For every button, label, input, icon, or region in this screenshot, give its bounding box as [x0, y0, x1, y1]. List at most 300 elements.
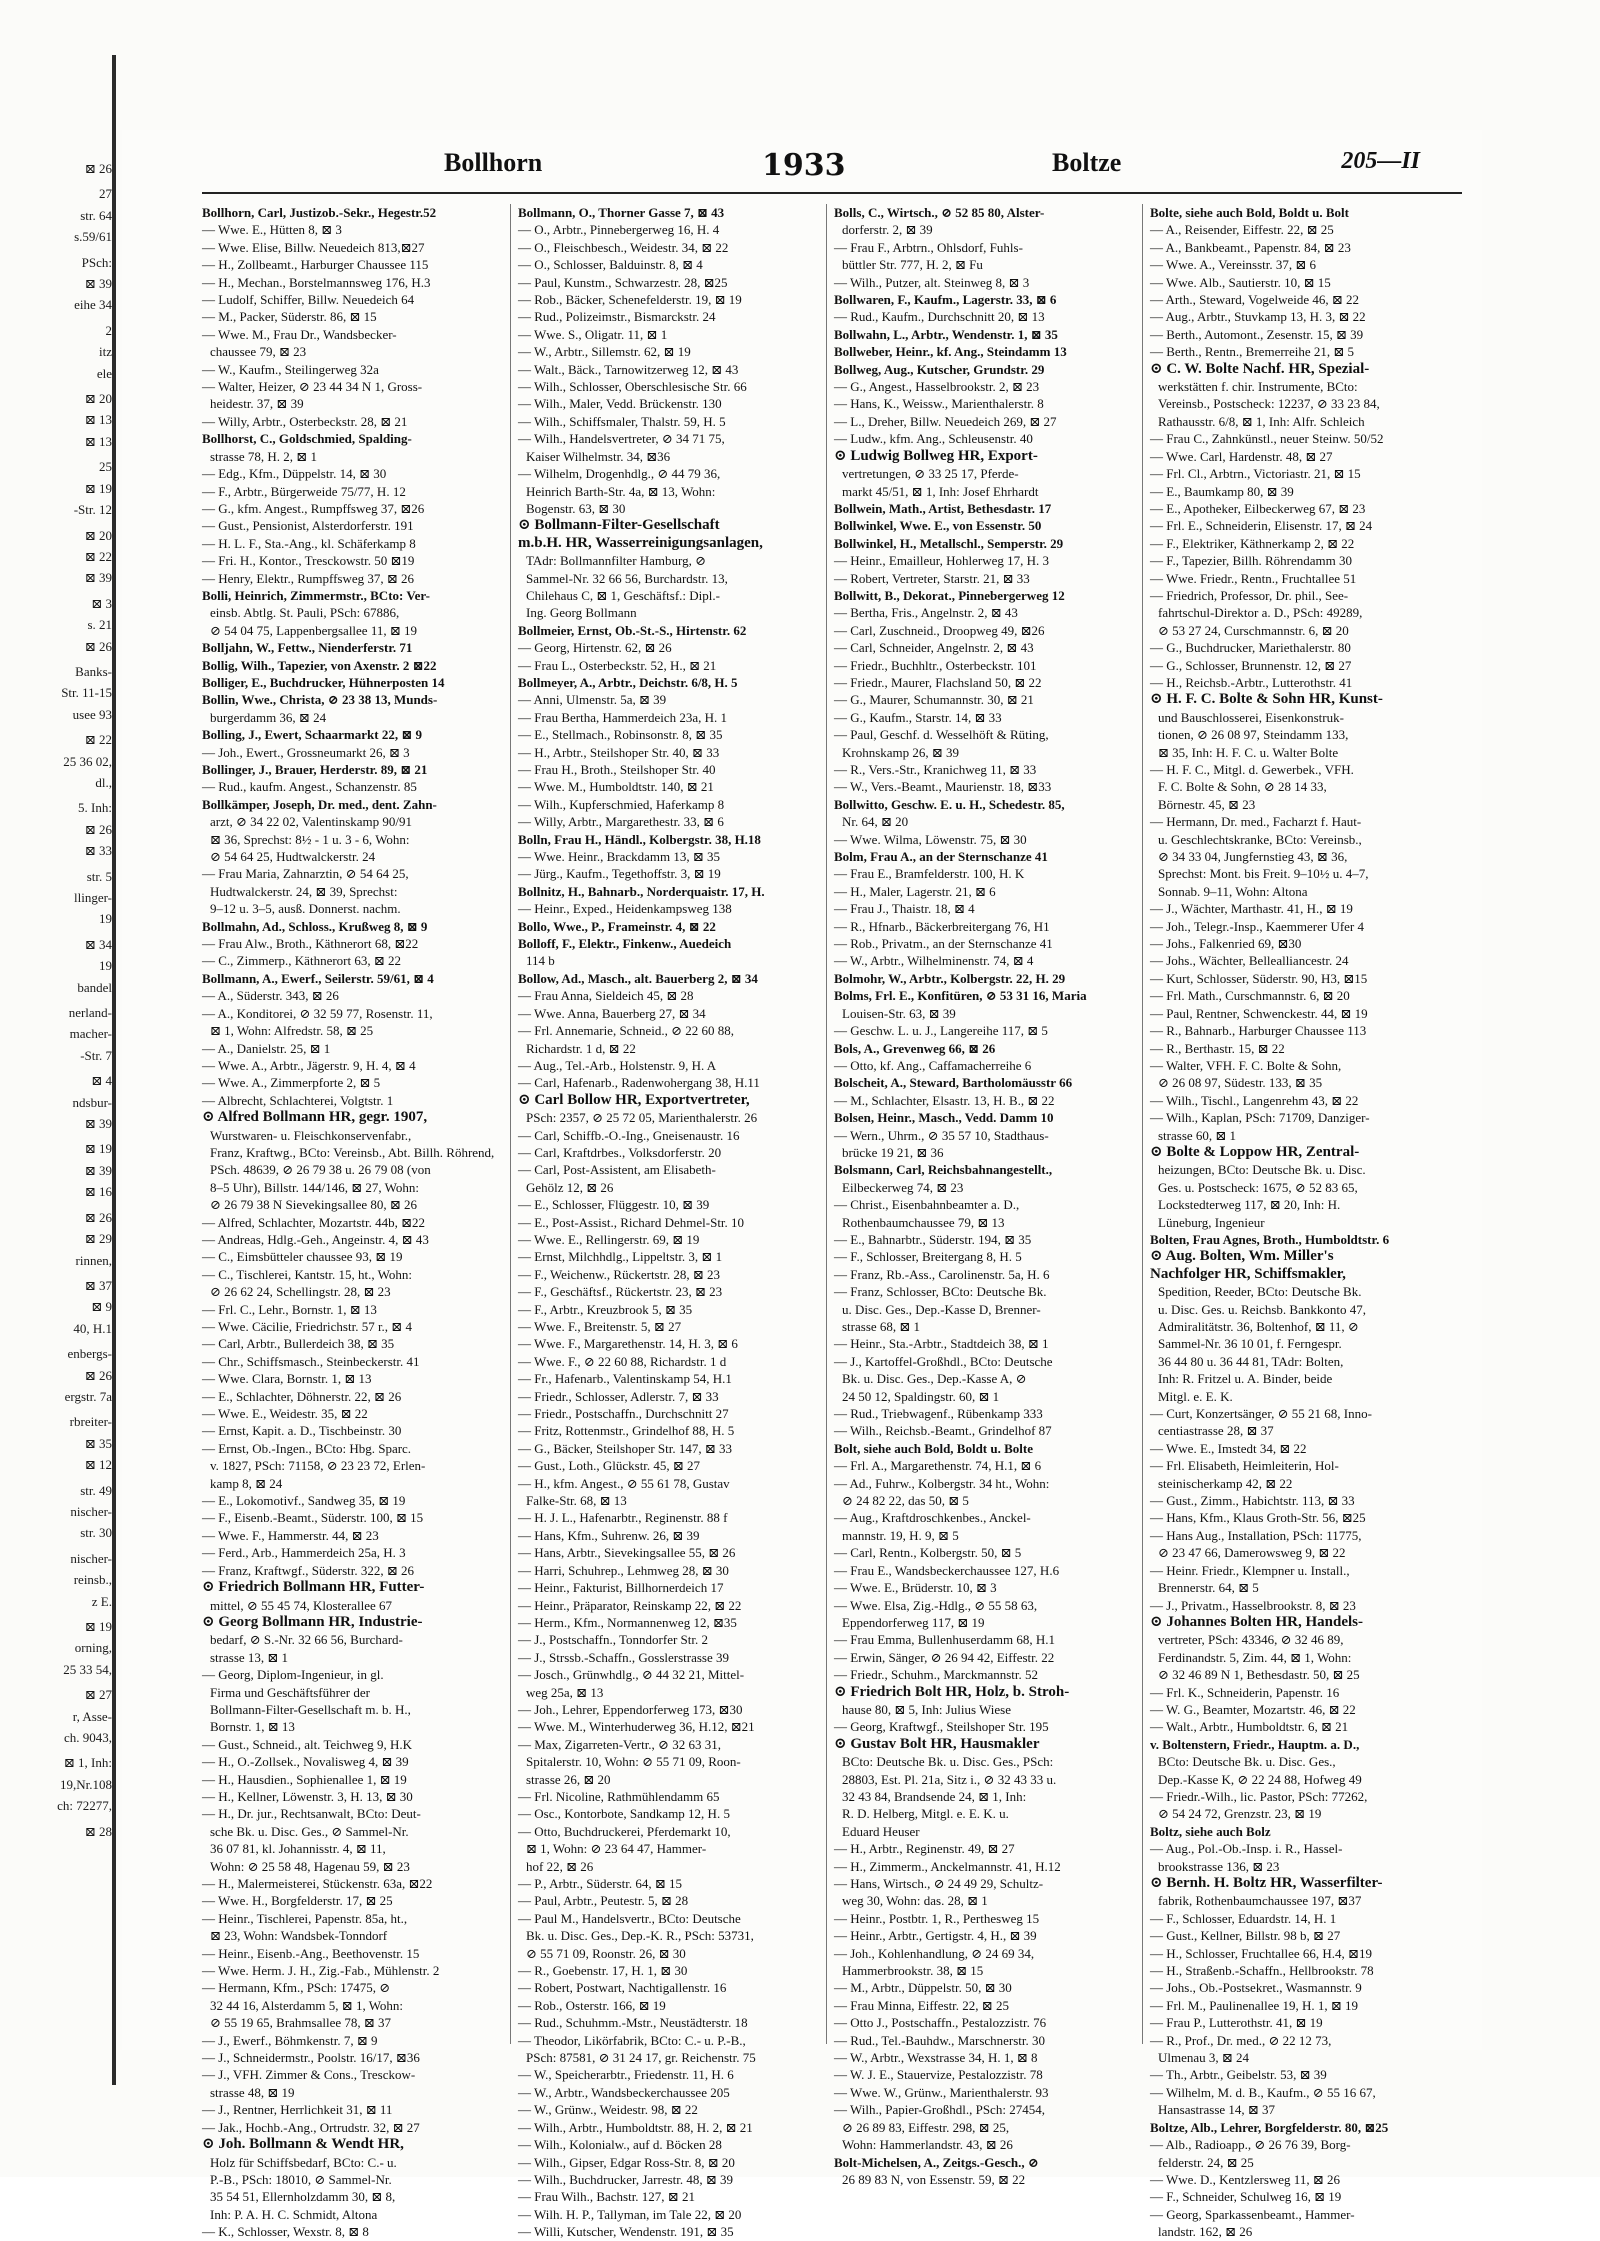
- directory-entry-line: Hammerbrookstr. 38, ⊠ 15: [842, 1963, 984, 1979]
- directory-entry-head: Bollwahn, L., Arbtr., Wendenstr. 1, ⊠ 35: [834, 326, 1058, 342]
- directory-entry-line: — R., Hfnarb., Bäckerbreitergang 76, H1: [834, 918, 1050, 934]
- directory-entry-line: vertreter, PSch: 43346, ⊘ 32 46 89,: [1158, 1632, 1344, 1648]
- directory-entry-line: — Carl, Arbtr., Bullerdeich 38, ⊠ 35: [202, 1336, 395, 1352]
- margin-fragment: s. 21: [87, 617, 112, 633]
- directory-entry-line: — Andreas, Hdlg.-Geh., Angeinstr. 4, ⊠ 43: [202, 1231, 429, 1247]
- directory-ad-line: ⊙ Friedrich Bollmann HR, Futter-: [202, 1579, 425, 1596]
- directory-entry-line: — Carl, Hafenarb., Radenwohergang 38, H.11: [518, 1075, 760, 1091]
- directory-entry-line: — Frau H., Broth., Steilshoper Str. 40: [518, 762, 716, 777]
- directory-entry-line: — Wwe. S., Oligatr. 11, ⊠ 1: [518, 326, 668, 342]
- directory-entry-line: — E., Stellmach., Robinsonstr. 8, ⊠ 35: [518, 727, 723, 743]
- directory-entry-line: — Frau Wilh., Bachstr. 127, ⊠ 21: [518, 2189, 695, 2205]
- margin-fragment: rinnen,: [75, 1252, 112, 1268]
- directory-entry-line: Dep.-Kasse K, ⊘ 22 24 88, Hofweg 49: [1158, 1771, 1362, 1787]
- directory-entry-line: — O., Arbtr., Pinnebergerweg 16, H. 4: [518, 222, 720, 238]
- directory-entry-head: Bols, A., Grevenweg 66, ⊠ 26: [834, 1040, 996, 1056]
- directory-ad-line: ⊙ Ludwig Bollweg HR, Export-: [834, 447, 1038, 464]
- directory-entry-line: Wohn: ⊘ 25 58 48, Hagenau 59, ⊠ 23: [210, 1858, 410, 1874]
- directory-entry-line: ⊘ 54 24 72, Grenzstr. 23, ⊠ 19: [1158, 1806, 1322, 1822]
- margin-fragment: ⊠ 39: [84, 276, 112, 292]
- margin-fragment: ⊠ 39: [84, 1162, 112, 1178]
- directory-entry-line: ⊠ 1, Wohn: ⊘ 23 64 47, Hammer-: [526, 1841, 707, 1857]
- directory-entry-line: — Heinr., Präparator, Reinskamp 22, ⊠ 22: [518, 1597, 742, 1613]
- directory-entry-line: — P., Arbtr., Süderstr. 64, ⊠ 15: [518, 1876, 683, 1891]
- directory-entry-line: — Chr., Schiffsmasch., Steinbeckerstr. 41: [202, 1353, 420, 1369]
- margin-fragment: ⊠ 28: [84, 1823, 112, 1839]
- directory-entry-head: Bolt-Michelsen, A., Zeitgs.-Gesch., ⊘: [834, 2154, 1039, 2170]
- directory-entry-head: Bolling, J., Ewert, Schaarmarkt 22, ⊠ 9: [202, 727, 422, 743]
- directory-entry-line: — Fritz, Rottenmstr., Grindelhof 88, H. 5: [518, 1423, 735, 1439]
- directory-ad-line: ⊙ C. W. Bolte Nachf. HR, Spezial-: [1150, 360, 1370, 377]
- directory-entry-line: Krohnskamp 26, ⊠ 39: [842, 744, 960, 760]
- directory-entry-line: — Hans, Wirtsch., ⊘ 24 49 29, Schultz-: [834, 1876, 1044, 1891]
- directory-entry-line: — Osc., Kontorbote, Sandkamp 12, H. 5: [518, 1806, 730, 1822]
- directory-entry-line: strasse 13, ⊠ 1: [210, 1649, 289, 1665]
- directory-ad-line: ⊙ Georg Bollmann HR, Industrie-: [202, 1613, 423, 1630]
- directory-entry-line: — Heinr., Postbtr. 1, R., Perthesweg 15: [834, 1910, 1040, 1926]
- directory-entry-line: heizungen, BCto: Deutsche Bk. u. Disc.: [1158, 1162, 1366, 1178]
- directory-entry-line: — Frl. K., Schneiderin, Papenstr. 16: [1150, 1684, 1340, 1700]
- directory-entry-line: — Frau F., Arbtrn., Ohlsdorf, Fuhls-: [834, 239, 1023, 255]
- margin-fragment: ele: [96, 365, 112, 381]
- directory-entry-line: — W. J. E., Stauervize, Pestalozzistr. 78: [834, 2067, 1043, 2083]
- directory-entry-head: Bolljahn, W., Fettw., Nienderferstr. 71: [202, 640, 413, 656]
- directory-entry-line: — Frl. Cl., Arbtrn., Victoriastr. 21, ⊠ 15: [1150, 466, 1361, 482]
- directory-entry-line: — G., Kaufm., Starstr. 14, ⊠ 33: [834, 709, 1002, 725]
- margin-fragment: 25: [99, 459, 112, 475]
- directory-entry-line: — Heinr., Exped., Heidenkampsweg 138: [518, 901, 732, 917]
- directory-entry-line: — F., Elektriker, Käthnerkamp 2, ⊠ 22: [1150, 535, 1355, 551]
- margin-fragment: s.59/61: [74, 229, 112, 245]
- directory-entry-line: — J., Privatm., Hasselbrookstr. 8, ⊠ 23: [1150, 1597, 1356, 1613]
- margin-fragment: itz: [99, 344, 112, 360]
- directory-entry-line: weg 25a, ⊠ 13: [526, 1684, 604, 1700]
- directory-entry-line: — Heinr., Sta.-Arbtr., Stadtdeich 38, ⊠ 1: [834, 1336, 1049, 1352]
- directory-entry-line: — Robert, Postwart, Nachtigallenstr. 16: [518, 1980, 727, 1996]
- directory-entry-line: ⊘ 26 62 24, Schellingstr. 28, ⊠ 23: [210, 1284, 391, 1300]
- directory-entry-line: — Friedr.-Wilh., lic. Pastor, PSch: 77262,: [1150, 1788, 1368, 1804]
- directory-entry-line: — Friedr., Buchhltr., Osterbeckstr. 101: [834, 657, 1037, 673]
- directory-entry-line: Brennerstr. 64, ⊠ 5: [1158, 1580, 1259, 1596]
- directory-entry-line: — H. F. C., Mitgl. d. Gewerbek., VFH.: [1150, 762, 1354, 777]
- directory-entry-head: Bolmohr, W., Arbtr., Kolbergstr. 22, H. 29: [834, 970, 1066, 986]
- directory-entry-line: — Wwe. Heinr., Brackdamm 13, ⊠ 35: [518, 849, 721, 865]
- directory-entry-line: — Fri. H., Kontor., Tresckowstr. 50 ⊠19: [202, 553, 415, 569]
- directory-entry-line: — W. G., Beamter, Mozartstr. 46, ⊠ 22: [1150, 1701, 1356, 1717]
- directory-entry-line: — W., Grünw., Weidestr. 98, ⊠ 22: [518, 2102, 698, 2118]
- directory-entry-line: — Wern., Uhrm., ⊘ 35 57 10, Stadthaus-: [834, 1127, 1049, 1143]
- directory-entry-line: Bornstr. 1, ⊠ 13: [210, 1719, 295, 1735]
- margin-fragment: ch: 72277,: [57, 1798, 112, 1814]
- directory-entry-line: — W., Arbtr., Sillemstr. 62, ⊠ 19: [518, 344, 691, 360]
- directory-entry-line: ⊘ 54 64 25, Hudtwalckerstr. 24: [210, 849, 376, 865]
- margin-fragment: ⊠ 35: [84, 1435, 112, 1451]
- directory-entry-line: — J., Postschaffn., Tonndorfer Str. 2: [518, 1632, 708, 1648]
- margin-fragment: ⊠ 12: [84, 1457, 112, 1473]
- margin-fragment: r, Asse-: [72, 1708, 112, 1724]
- margin-fragment: ndsbur-: [72, 1094, 112, 1110]
- directory-entry-line: — Frau C., Zahnkünstl., neuer Steinw. 50/52: [1150, 431, 1384, 447]
- directory-column-4: [1150, 204, 1450, 2240]
- page-number: 205—II: [1341, 148, 1420, 174]
- directory-entry-line: — Ludolf, Schiffer, Billw. Neuedeich 64: [202, 292, 415, 308]
- directory-entry-line: — F., Schlosser, Breitergang 8, H. 5: [834, 1249, 1022, 1265]
- directory-entry-line: — Franz, Schlosser, BCto: Deutsche Bk.: [834, 1284, 1047, 1300]
- margin-fragment: ⊠ 26: [84, 1367, 112, 1383]
- directory-entry-line: — Wwe. Cäcilie, Friedrichstr. 57 r., ⊠ 4: [202, 1319, 412, 1334]
- directory-entry-line: — Frl. M., Paulinenallee 19, H. 1, ⊠ 19: [1150, 1997, 1359, 2013]
- margin-fragment: nerland-: [68, 1005, 112, 1021]
- directory-ad-line: Nachfolger HR, Schiffsmakler,: [1150, 1265, 1346, 1282]
- directory-entry-line: — Gust., Loth., Glückstr. 45, ⊠ 27: [518, 1458, 701, 1474]
- directory-ad-line: ⊙ Carl Bollow HR, Exportvertreter,: [518, 1091, 750, 1108]
- directory-entry-head: Bollow, Ad., Masch., alt. Bauerberg 2, ⊠ 34: [518, 970, 758, 986]
- directory-entry-line: — Wilh., Schlosser, Oberschlesische Str. 66: [518, 379, 747, 395]
- directory-entry-head: Bolm, Frau A., an der Sternschanze 41: [834, 849, 1048, 865]
- directory-entry-line: — Frl. A., Margarethenstr. 74, H.1, ⊠ 6: [834, 1458, 1042, 1474]
- directory-entry-line: — G., Maurer, Schumannstr. 30, ⊠ 21: [834, 692, 1034, 708]
- directory-entry-line: ⊘ 34 33 04, Jungfernstieg 43, ⊠ 36,: [1158, 849, 1348, 865]
- directory-entry-line: strasse 68, ⊠ 1: [842, 1319, 921, 1334]
- directory-entry-line: Ferdinandstr. 5, Zim. 44, ⊠ 1, Wohn:: [1158, 1649, 1352, 1665]
- directory-entry-line: Falke-Str. 68, ⊠ 13: [526, 1493, 627, 1509]
- directory-entry-line: — J., Strssb.-Schaffn., Gosslerstrasse 39: [518, 1649, 729, 1665]
- directory-entry-line: — W., Arbtr., Wandsbeckerchaussee 205: [518, 2084, 730, 2100]
- directory-entry-line: — Frau L., Osterbeckstr. 52, H., ⊠ 21: [518, 657, 717, 673]
- margin-fragment: ⊠ 16: [84, 1184, 112, 1200]
- directory-entry-line: — Frau Maria, Zahnarztin, ⊘ 54 64 25,: [202, 866, 409, 882]
- directory-entry-line: — Rud., Polizeimstr., Bismarckstr. 24: [518, 309, 716, 325]
- margin-fragment: ⊠ 3: [91, 595, 112, 611]
- column-divider: [826, 204, 827, 2044]
- directory-entry-line: — Friedr., Schuhm., Marckmannstr. 52: [834, 1667, 1039, 1683]
- directory-entry-line: — Frau Emma, Bullenhuserdamm 68, H.1: [834, 1632, 1055, 1648]
- directory-entry-head: Bolt, siehe auch Bold, Boldt u. Bolte: [834, 1440, 1033, 1456]
- directory-entry-line: — H., Malermeisterei, Stückenstr. 63a, ⊠22: [202, 1876, 433, 1891]
- directory-entry-line: — F., Arbtr., Bürgerweide 75/77, H. 12: [202, 483, 406, 499]
- directory-entry-line: — Frau E., Bramfelderstr. 100, H. K: [834, 866, 1025, 882]
- directory-entry-line: brookstrasse 136, ⊠ 23: [1158, 1858, 1280, 1874]
- margin-fragment: str. 30: [80, 1525, 112, 1541]
- directory-entry-line: — E., Apotheker, Eilbeckerweg 67, ⊠ 23: [1150, 500, 1366, 516]
- column-divider: [510, 204, 511, 2044]
- directory-page: [122, 130, 1482, 2240]
- directory-entry-line: — Arth., Steward, Vogelweide 46, ⊠ 22: [1150, 292, 1360, 308]
- directory-entry-line: — Henry, Elektr., Rumpffsweg 37, ⊠ 26: [202, 570, 415, 586]
- directory-entry-line: — G., Schlosser, Brunnenstr. 12, ⊠ 27: [1150, 657, 1352, 673]
- directory-entry-line: — Wwe. Anna, Bauerberg 27, ⊠ 34: [518, 1005, 706, 1021]
- directory-entry-line: — G., kfm. Angest., Rumpffsweg 37, ⊠26: [202, 500, 425, 516]
- margin-fragment: str. 49: [80, 1482, 112, 1498]
- directory-entry-line: ⊘ 26 08 97, Südestr. 133, ⊠ 35: [1158, 1075, 1323, 1091]
- directory-entry-line: — Carl, Schneider, Angelnstr. 2, ⊠ 43: [834, 640, 1034, 656]
- margin-fragment: PSch:: [81, 254, 112, 270]
- directory-entry-line: — Hans, K., Weissw., Marienthalerstr. 8: [834, 396, 1044, 412]
- directory-entry-line: Ing. Georg Bollmann: [526, 605, 637, 621]
- directory-entry-line: — Hans Aug., Installation, PSch: 11775,: [1150, 1527, 1362, 1543]
- directory-entry-line: Heinrich Barth-Str. 4a, ⊠ 13, Wohn:: [526, 483, 716, 499]
- directory-entry-head: Bollhorn, Carl, Justizob.-Sekr., Hegestr.52: [202, 205, 437, 220]
- directory-entry-line: — Frau P., Lutterothstr. 41, ⊠ 19: [1150, 2015, 1323, 2031]
- directory-entry-line: — Frl. C., Lehr., Bornstr. 1, ⊠ 13: [202, 1301, 377, 1317]
- directory-entry-line: P.-B., PSch: 18010, ⊘ Sammel-Nr.: [210, 2171, 392, 2187]
- directory-entry-line: centiastrasse 28, ⊠ 37: [1158, 1423, 1274, 1439]
- directory-entry-line: und Bauschlosserei, Eisenkonstruk-: [1158, 709, 1344, 725]
- directory-entry-line: — Friedr., Maurer, Flachsland 50, ⊠ 22: [834, 674, 1042, 690]
- directory-entry-line: — Berth., Rentn., Bremerreihe 21, ⊠ 5: [1150, 344, 1355, 360]
- directory-entry-line: — Otto J., Postschaffn., Pestalozzistr. 76: [834, 2015, 1047, 2031]
- directory-entry-line: — Wilhelm, M. d. B., Kaufm., ⊘ 55 16 67,: [1150, 2084, 1376, 2100]
- directory-entry-line: — J., Kartoffel-Großhdl., BCto: Deutsche: [834, 1353, 1053, 1369]
- directory-ad-line: ⊙ Bernh. H. Boltz HR, Wasserfilter-: [1150, 1875, 1383, 1891]
- directory-entry-line: — A., Konditorei, ⊘ 32 59 77, Rosenstr. 11,: [202, 1005, 433, 1021]
- directory-entry-line: Spitalerstr. 10, Wohn: ⊘ 55 71 09, Roon-: [526, 1754, 741, 1770]
- directory-entry-line: — F., Schlosser, Eduardstr. 14, H. 1: [1150, 1910, 1337, 1926]
- directory-entry-head: Bolscheit, A., Steward, Bartholomäusstr 66: [834, 1075, 1073, 1091]
- directory-entry-line: — Th., Arbtr., Geibelstr. 53, ⊠ 39: [1150, 2067, 1327, 2083]
- margin-fragment: 2: [105, 322, 112, 338]
- directory-entry-head: Bolsmann, Carl, Reichsbahnangestellt.,: [834, 1162, 1053, 1178]
- directory-entry-line: ⊠ 23, Wohn: Wandsbek-Tonndorf: [210, 1928, 388, 1944]
- directory-entry-line: felderstr. 24, ⊠ 25: [1158, 2154, 1254, 2170]
- directory-entry-line: Sprechst: Mont. bis Freit. 9–10½ u. 4–7,: [1158, 866, 1369, 882]
- directory-entry-line: — Otto, Buchdruckerei, Pferdemarkt 10,: [518, 1823, 731, 1839]
- directory-entry-line: — Wwe. E., Rellingerstr. 69, ⊠ 19: [518, 1231, 700, 1247]
- directory-entry-line: — Johs., Falkenried 69, ⊠30: [1150, 936, 1302, 952]
- directory-entry-head: Bollwitto, Geschw. E. u. H., Schedestr. 85,: [834, 796, 1065, 812]
- directory-entry-line: — Friedr., Postschaffn., Durchschnitt 27: [518, 1406, 729, 1422]
- directory-entry-line: — Walt., Bäck., Tarnowitzerweg 12, ⊠ 43: [518, 361, 739, 377]
- directory-ad-line: ⊙ Joh. Bollmann & Wendt HR,: [202, 2136, 404, 2153]
- header-last-entry: Boltze: [1052, 148, 1122, 177]
- directory-entry-line: Wohn: Hammerlandstr. 43, ⊠ 26: [842, 2137, 1013, 2153]
- directory-entry-line: — Carl, Schiffb.-O.-Ing., Gneisenaustr. 16: [518, 1127, 740, 1143]
- directory-entry-line: — Ernst, Kapit. a. D., Tischbeinstr. 30: [202, 1423, 402, 1439]
- directory-entry-line: — W., Arbtr., Wilhelminenstr. 74, ⊠ 4: [834, 953, 1034, 969]
- directory-entry-line: 9–12 u. 3–5, ausß. Donnerst. nachm.: [210, 901, 401, 917]
- directory-entry-line: weg 30, Wohn: das. 28, ⊠ 1: [842, 1893, 988, 1909]
- directory-entry-line: — Aug., Tel.-Arb., Holstenstr. 9, H. A: [518, 1057, 717, 1073]
- directory-entry-line: — Wilh., Tischl., Langenrehm 43, ⊠ 22: [1150, 1092, 1359, 1108]
- directory-entry-line: Spedition, Reeder, BCto: Deutsche Bk.: [1158, 1284, 1362, 1300]
- directory-entry-head: Bollwein, Math., Artist, Bethesdastr. 17: [834, 500, 1052, 516]
- directory-entry-line: — Wilh., Kupferschmied, Haferkamp 8: [518, 796, 725, 812]
- margin-fragment: ⊠ 13: [84, 433, 112, 449]
- directory-ad-line: ⊙ Aug. Bolten, Wm. Miller's: [1150, 1248, 1334, 1265]
- margin-fragment: 25 36 02,: [63, 753, 112, 769]
- directory-entry-line: — Wwe. E., Weidestr. 35, ⊠ 22: [202, 1406, 368, 1422]
- directory-entry-head: Boltz, siehe auch Bolz: [1150, 1823, 1271, 1839]
- directory-entry-line: 26 89 83 N, von Essenstr. 59, ⊠ 22: [842, 2171, 1026, 2187]
- directory-entry-line: — Walt., Arbtr., Humboldtstr. 6, ⊠ 21: [1150, 1719, 1349, 1735]
- directory-entry-head: Bolsen, Heinr., Masch., Vedd. Damm 10: [834, 1110, 1054, 1126]
- directory-entry-line: 28803, Est. Pl. 21a, Sitz i., ⊘ 32 43 33 u.: [842, 1771, 1057, 1787]
- directory-entry-head: Bollmann, O., Thorner Gasse 7, ⊠ 43: [518, 205, 725, 220]
- directory-entry-head: Bollwinkel, H., Metallschl., Semperstr. 29: [834, 535, 1064, 551]
- directory-entry-line: — E., Bahnarbtr., Süderstr. 194, ⊠ 35: [834, 1231, 1032, 1247]
- directory-entry-line: — M., Packer, Süderstr. 86, ⊠ 15: [202, 309, 377, 325]
- directory-entry-line: — Hermann, Dr. med., Facharzt f. Haut-: [1150, 814, 1362, 830]
- directory-entry-line: Vereinsb., Postscheck: 12237, ⊘ 33 23 84,: [1158, 396, 1380, 412]
- directory-entry-line: — E., Baumkamp 80, ⊠ 39: [1150, 483, 1294, 499]
- directory-entry-line: — Wilh., Reichsb.-Beamt., Grindelhof 87: [834, 1423, 1052, 1439]
- directory-entry-head: Bolms, Frl. E., Konfitüren, ⊘ 53 31 16, Maria: [834, 988, 1087, 1004]
- directory-entry-line: — Wwe. W., Grünw., Marienthalerstr. 93: [834, 2084, 1049, 2100]
- directory-entry-line: büttler Str. 777, H. 2, ⊠ Fu: [842, 257, 983, 273]
- directory-column-2: [518, 204, 818, 2240]
- directory-entry-line: — Carl, Kraftdrbes., Volksdorferstr. 20: [518, 1144, 722, 1160]
- directory-entry-line: mittel, ⊘ 55 45 74, Klosterallee 67: [210, 1597, 393, 1613]
- directory-entry-line: — Wwe. M., Winterhuderweg 36, H.12, ⊠21: [518, 1719, 755, 1735]
- margin-fragment: 25 33 54,: [63, 1661, 112, 1677]
- directory-entry-line: — H. L. F., Sta.-Ang., kl. Schäferkamp 8: [202, 535, 416, 551]
- margin-fragment: -Str. 7: [80, 1047, 112, 1063]
- directory-entry-line: Mitgl. e. E. K.: [1158, 1388, 1233, 1404]
- directory-entry-line: — Friedrich, Professor, Dr. phil., See-: [1150, 587, 1349, 603]
- directory-entry-line: — Heinr., Tischlerei, Papenstr. 85a, ht.,: [202, 1910, 408, 1926]
- directory-entry-line: — Wilh., Schiffsmaler, Thalstr. 59, H. 5: [518, 413, 726, 429]
- directory-entry-line: Richardstr. 1 d, ⊠ 22: [526, 1040, 636, 1056]
- directory-entry-line: — M., Schlachter, Elsastr. 13, H. B., ⊠ 22: [834, 1092, 1055, 1108]
- directory-entry-line: — Frl. Nicoline, Rathmühlendamm 65: [518, 1788, 720, 1804]
- directory-entry-line: — F., Eisenb.-Beamt., Süderstr. 100, ⊠ 15: [202, 1510, 424, 1526]
- directory-entry-line: Hudtwalckerstr. 24, ⊠ 39, Sprechst:: [210, 883, 398, 899]
- directory-entry-line: — Josch., Grünwhdlg., ⊘ 44 32 21, Mittel-: [518, 1667, 745, 1683]
- directory-entry-line: — Rud., Triebwagenf., Rübenkamp 333: [834, 1406, 1043, 1422]
- margin-fragment: Banks-: [75, 663, 112, 679]
- margin-fragment: ⊠ 19: [84, 1619, 112, 1634]
- directory-column-3: [834, 204, 1134, 2187]
- directory-entry-line: — Gust., Zimm., Habichtstr. 113, ⊠ 33: [1150, 1493, 1355, 1509]
- directory-entry-line: — Ludw., kfm. Ang., Schleusenstr. 40: [834, 431, 1033, 447]
- margin-fragment: ⊠ 26: [84, 638, 112, 654]
- directory-entry-line: Sammel-Nr. 36 10 01, f. Ferngespr.: [1158, 1336, 1342, 1352]
- directory-entry-line: PSch: 87581, ⊘ 31 24 17, gr. Reichenstr. 75: [526, 2050, 756, 2066]
- column-divider: [1142, 204, 1143, 2044]
- margin-fragment: ch. 9043,: [63, 1730, 112, 1746]
- directory-entry-line: Ulmenau 3, ⊠ 24: [1158, 2050, 1250, 2066]
- directory-entry-line: ⊘ 55 19 65, Brahmsallee 78, ⊠ 37: [210, 2015, 392, 2031]
- directory-entry-line: Ges. u. Postscheck: 1675, ⊘ 52 83 65,: [1158, 1179, 1358, 1195]
- directory-entry-head: Boltze, Alb., Lehrer, Borgfelderstr. 80, ⊠25: [1150, 2119, 1389, 2135]
- directory-entry-line: — Wwe. Alb., Sautierstr. 10, ⊠ 15: [1150, 274, 1331, 290]
- directory-entry-line: ⊘ 55 71 09, Roonstr. 26, ⊠ 30: [526, 1945, 686, 1961]
- directory-entry-line: — J., VFH. Zimmer & Cons., Tresckow-: [202, 2067, 416, 2083]
- directory-entry-line: — Hans, Arbtr., Sievekingsallee 55, ⊠ 26: [518, 1545, 736, 1561]
- directory-entry-line: — Wwe. Clara, Bornstr. 1, ⊠ 13: [202, 1371, 372, 1387]
- directory-entry-line: — Aug., Arbtr., Stuvkamp 13, H. 3, ⊠ 22: [1150, 309, 1366, 325]
- directory-entry-line: — C., Zimmerp., Käthnerort 63, ⊠ 22: [202, 953, 401, 969]
- directory-entry-line: Lüneburg, Ingenieur: [1158, 1214, 1265, 1230]
- directory-entry-line: — Carl, Zuschneid., Droopweg 49, ⊠26: [834, 622, 1045, 638]
- directory-entry-line: — Robert, Vertreter, Starstr. 21, ⊠ 33: [834, 570, 1030, 586]
- directory-entry-line: Nr. 64, ⊠ 20: [842, 814, 909, 830]
- directory-entry-line: — Albrecht, Schlachterei, Volgtstr. 1: [202, 1092, 394, 1108]
- directory-entry-line: — Georg, Diplom-Ingenieur, in gl.: [202, 1667, 384, 1683]
- margin-fragment: orning,: [74, 1640, 112, 1656]
- directory-entry-line: — Frau Alw., Broth., Käthnerort 68, ⊠22: [202, 936, 419, 952]
- directory-entry-line: — Ernst, Milchhdlg., Lippeltstr. 3, ⊠ 1: [518, 1249, 723, 1265]
- margin-fragment: 27: [99, 186, 112, 202]
- directory-entry-line: — Heinr., Emailleur, Hohlerweg 17, H. 3: [834, 553, 1050, 569]
- directory-entry-line: — H., Maler, Lagerstr. 21, ⊠ 6: [834, 883, 996, 899]
- directory-entry-line: BCto: Deutsche Bk. u. Disc. Ges., PSch:: [842, 1754, 1054, 1770]
- directory-entry-line: — R., Bahnarb., Harburger Chaussee 113: [1150, 1023, 1367, 1039]
- directory-entry-line: — Paul, Arbtr., Peutestr. 5, ⊠ 28: [518, 1893, 689, 1909]
- directory-entry-line: — R., Prof., Dr. med., ⊘ 22 12 73,: [1150, 2032, 1332, 2048]
- directory-entry-line: Eilbeckerweg 74, ⊠ 23: [842, 1179, 964, 1195]
- directory-entry-line: markt 45/51, ⊠ 1, Inh: Josef Ehrhardt: [842, 483, 1039, 499]
- directory-ad-line: ⊙ Bollmann-Filter-Gesellschaft: [518, 517, 720, 534]
- directory-entry-line: — J., Ewerf., Böhmkenstr. 7, ⊠ 9: [202, 2032, 378, 2048]
- margin-fragment: ⊠ 20: [84, 391, 112, 407]
- directory-entry-line: — R., Vers.-Str., Kranichweg 11, ⊠ 33: [834, 762, 1037, 777]
- directory-entry-line: PSch. 48639, ⊘ 26 79 38 u. 26 79 08 (von: [210, 1162, 431, 1178]
- directory-entry-line: 8–5 Uhr), Billstr. 144/146, ⊠ 27, Wohn:: [210, 1179, 419, 1195]
- directory-entry-line: — H., Zimmerm., Anckelmannstr. 41, H.12: [834, 1858, 1061, 1874]
- directory-entry-line: — Rob., Osterstr. 166, ⊠ 19: [518, 1997, 666, 2013]
- directory-entry-line: — Willi, Kutscher, Wendenstr. 191, ⊠ 35: [518, 2224, 734, 2240]
- directory-entry-head: Bollhorst, C., Goldschmied, Spalding-: [202, 431, 412, 447]
- directory-ad-line: m.b.H. HR, Wasserreinigungsanlagen,: [518, 534, 763, 551]
- directory-entry-line: — Wilh., Arbtr., Humboldtstr. 88, H. 2, ⊠ 21: [518, 2119, 753, 2135]
- directory-entry-line: — Johs., Wächter, Bellealliancestr. 24: [1150, 953, 1349, 969]
- directory-entry-line: Bollmann-Filter-Gesellschaft m. b. H.,: [210, 1701, 411, 1717]
- margin-fragment: ⊠ 26: [84, 161, 112, 176]
- directory-entry-head: Bolloff, F., Elektr., Finkenw., Auedeich: [518, 936, 732, 952]
- margin-fragment: ⊠ 39: [84, 570, 112, 586]
- margin-fragment: ⊠ 26: [84, 1209, 112, 1225]
- directory-entry-line: — K., Schlosser, Wexstr. 8, ⊠ 8: [202, 2224, 369, 2240]
- directory-entry-line: — Hans, Kfm., Suhrenw. 26, ⊠ 39: [518, 1527, 700, 1543]
- margin-fragment: ⊠ 27: [84, 1687, 112, 1703]
- directory-entry-line: R. D. Helberg, Mitgl. e. E. K. u.: [842, 1806, 1009, 1822]
- directory-entry-line: — A., Süderstr. 343, ⊠ 26: [202, 988, 339, 1004]
- margin-fragment: reinsb.,: [73, 1572, 112, 1588]
- margin-fragment: ⊠ 13: [84, 412, 112, 428]
- directory-entry-line: — Kurt, Schlosser, Süderstr. 90, H3, ⊠15: [1150, 970, 1368, 986]
- directory-entry-line: kamp 8, ⊠ 24: [210, 1475, 283, 1491]
- directory-entry-head: v. Boltenstern, Friedr., Hauptm. a. D.,: [1150, 1736, 1360, 1752]
- directory-ad-line: ⊙ Bolte & Loppow HR, Zentral-: [1150, 1143, 1360, 1160]
- directory-entry-line: — Rob., Privatm., an der Sternschanze 41: [834, 936, 1053, 952]
- directory-entry-line: — H., Zollbeamt., Harburger Chaussee 115: [202, 257, 429, 273]
- directory-entry-line: — Wilh., Kaplan, PSch: 71709, Danziger-: [1150, 1110, 1370, 1126]
- directory-entry-line: — Alfred, Schlachter, Mozartstr. 44b, ⊠22: [202, 1214, 426, 1230]
- directory-entry-line: — Frau Anna, Sieldeich 45, ⊠ 28: [518, 988, 694, 1004]
- directory-entry-line: ⊘ 53 27 24, Curschmannstr. 6, ⊠ 20: [1158, 622, 1349, 638]
- directory-entry-line: — Wwe. F., ⊘ 22 60 88, Richardstr. 1 d: [518, 1353, 727, 1369]
- directory-entry-line: — R., Berthastr. 15, ⊠ 22: [1150, 1040, 1285, 1056]
- directory-entry-line: — Ernst, Ob.-Ingen., BCto: Hbg. Sparc.: [202, 1440, 412, 1456]
- directory-entry-line: — J., Wächter, Marthastr. 41, H., ⊠ 19: [1150, 901, 1353, 917]
- directory-entry-line: mannstr. 19, H. 9, ⊠ 5: [842, 1527, 959, 1543]
- directory-entry-head: Bolten, Frau Agnes, Broth., Humboldtstr. 6: [1150, 1231, 1390, 1247]
- directory-entry-line: — W., Vers.-Beamt., Maurienstr. 18, ⊠33: [834, 779, 1052, 795]
- directory-entry-line: 35 54 51, Ellernholzdamm 30, ⊠ 8,: [210, 2189, 396, 2205]
- header-first-entry: Bollhorn: [444, 148, 543, 177]
- margin-fragment: ⊠ 19: [84, 1141, 112, 1157]
- directory-entry-line: — Wilh., Maler, Vedd. Brückenstr. 130: [518, 396, 722, 412]
- directory-entry-head: Bolln, Frau H., Händl., Kolbergstr. 38, H.18: [518, 831, 761, 847]
- directory-entry-line: — Heinr., Fakturist, Billhornerdeich 17: [518, 1580, 724, 1596]
- directory-entry-line: — Heinr., Eisenb.-Ang., Beethovenstr. 15: [202, 1945, 420, 1961]
- directory-entry-line: — Fr., Hafenarb., Valentinskamp 54, H.1: [518, 1371, 732, 1387]
- directory-entry-line: bedarf, ⊘ S.-Nr. 32 66 56, Burchard-: [210, 1632, 403, 1648]
- directory-entry-line: — Carl, Rentn., Kolbergstr. 50, ⊠ 5: [834, 1545, 1022, 1561]
- directory-entry-line: Eduard Heuser: [842, 1823, 920, 1839]
- directory-entry-line: Louisen-Str. 63, ⊠ 39: [842, 1005, 956, 1021]
